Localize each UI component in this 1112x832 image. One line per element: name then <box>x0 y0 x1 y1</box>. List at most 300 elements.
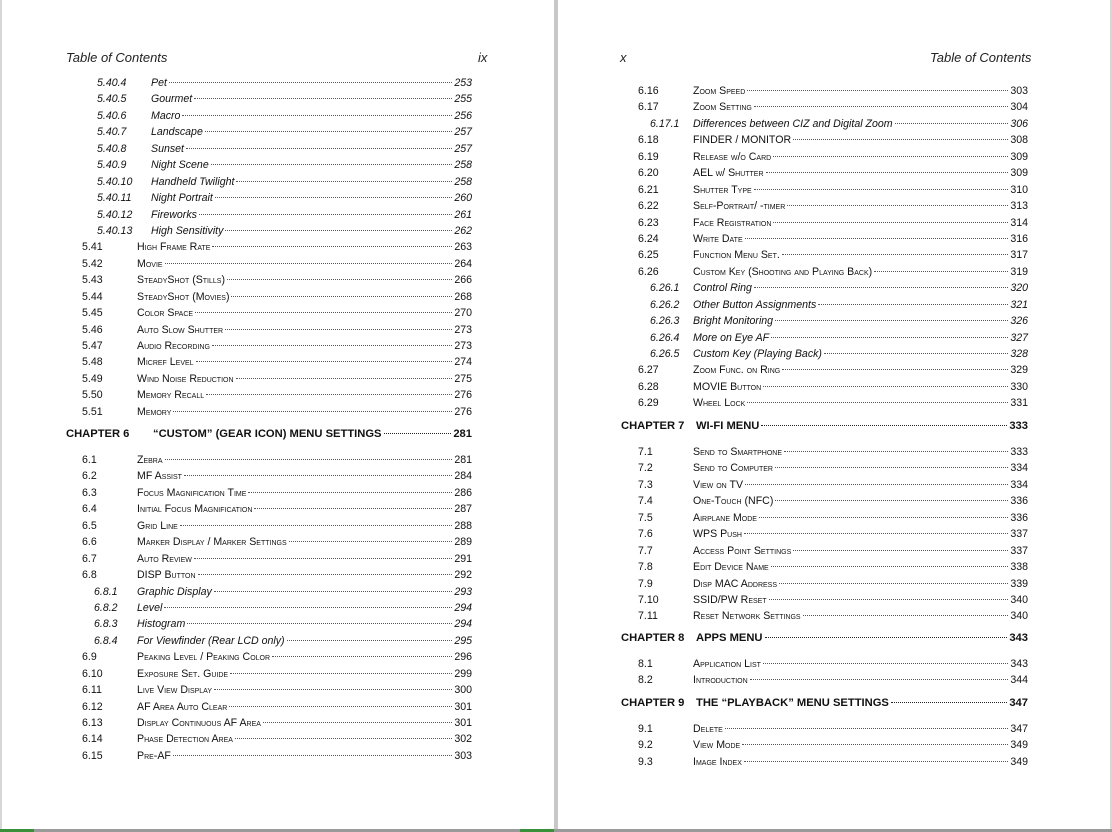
chapter-title: THE “PLAYBACK” MENU SETTINGS <box>696 697 889 709</box>
toc-entry[interactable] <box>638 346 1028 362</box>
toc-entry-number: 6.25 <box>638 249 659 262</box>
toc-entry[interactable] <box>82 223 472 239</box>
toc-entry-number: 6.28 <box>638 380 659 393</box>
toc-entry-title: SteadyShot (Movies) <box>137 290 230 303</box>
leader-dots <box>198 574 453 575</box>
toc-entry[interactable] <box>638 182 1028 198</box>
toc-entry[interactable] <box>638 510 1028 526</box>
toc-entry-page: 301 <box>454 700 472 713</box>
toc-entry-title: Zebra <box>137 454 163 466</box>
toc-entry-title: Color Space <box>137 307 194 320</box>
toc-entry[interactable] <box>638 672 1028 688</box>
toc-entry-title: Pet <box>151 77 167 89</box>
toc-entry[interactable] <box>638 215 1028 231</box>
leader-dots <box>891 702 1007 703</box>
toc-entry-number: 5.48 <box>82 356 103 369</box>
toc-entry-title: Zoom Func. on Ring <box>693 364 781 377</box>
toc-entry-title: High Frame Rate <box>137 241 211 254</box>
leader-dots <box>773 222 1008 223</box>
leader-dots <box>229 706 452 707</box>
toc-entry-number: 9.2 <box>638 739 653 752</box>
toc-entry[interactable] <box>82 649 472 665</box>
toc-entry-page: 306 <box>1010 117 1028 130</box>
chapter-page: 333 <box>1009 420 1028 432</box>
toc-entry-page: 273 <box>454 340 472 352</box>
toc-entry[interactable] <box>82 731 472 747</box>
toc-entry-page: 310 <box>1010 183 1028 196</box>
toc-entry[interactable] <box>82 124 472 140</box>
leader-dots <box>775 467 1008 468</box>
leader-dots <box>818 304 1008 305</box>
toc-entry-number: 5.51 <box>82 405 103 418</box>
toc-entry[interactable] <box>638 721 1028 737</box>
leader-dots <box>289 541 453 542</box>
toc-entry-title: Control Ring <box>693 282 752 295</box>
toc-entry-number: 6.23 <box>638 216 659 229</box>
toc-entry-title: Macro <box>151 109 181 122</box>
toc-entry[interactable] <box>638 543 1028 559</box>
toc-entry[interactable] <box>638 460 1028 476</box>
toc-entry-number: 6.24 <box>638 232 659 245</box>
toc-entry-page: 331 <box>1010 397 1028 410</box>
leader-dots <box>272 656 452 657</box>
chapter-8-heading[interactable] <box>621 632 1028 644</box>
toc-entry-title: Reset Network Settings <box>693 610 801 623</box>
toc-entry-title: Grid Line <box>137 519 178 532</box>
chapter-7-heading[interactable] <box>621 420 1028 432</box>
toc-entry-title: One-Touch (NFC) <box>693 495 774 508</box>
leader-dots <box>874 271 1008 272</box>
toc-entry-number: 5.40.10 <box>97 175 133 188</box>
toc-entry[interactable] <box>82 485 472 501</box>
toc-entry[interactable] <box>82 600 472 616</box>
toc-entry-page: 253 <box>454 77 472 89</box>
leader-dots <box>895 123 1009 124</box>
toc-entry-number: 6.17.1 <box>650 117 680 130</box>
toc-entry[interactable] <box>638 280 1028 296</box>
toc-entry[interactable] <box>82 91 472 107</box>
leader-dots <box>187 623 452 624</box>
leader-dots <box>227 279 452 280</box>
toc-entry-number: 6.26.3 <box>650 315 680 328</box>
toc-entry-title: Custom Key (Shooting and Playing Back) <box>693 265 873 278</box>
leader-dots <box>769 599 1009 600</box>
toc-entry-page: 294 <box>454 618 472 631</box>
leader-dots <box>215 197 452 198</box>
toc-entry-number: 6.14 <box>82 733 103 746</box>
toc-entry-number: 5.45 <box>82 307 103 320</box>
toc-entry-number: 5.40.4 <box>97 77 127 89</box>
toc-entry[interactable] <box>82 616 472 632</box>
toc-entry-title: Airplane Mode <box>693 511 757 524</box>
leader-dots <box>775 320 1008 321</box>
toc-entry-number: 6.20 <box>638 167 659 180</box>
toc-entry-number: 5.47 <box>82 340 103 352</box>
toc-entry-page: 319 <box>1010 265 1028 278</box>
toc-entry[interactable] <box>638 362 1028 378</box>
toc-entry-number: 6.5 <box>82 519 97 532</box>
toc-entry-number: 6.7 <box>82 552 97 565</box>
left-header-page-number: ix <box>478 50 488 65</box>
toc-entry-page: 281 <box>454 454 472 466</box>
toc-entry[interactable] <box>82 501 472 517</box>
toc-entry-title: Phase Detection Area <box>137 733 233 746</box>
toc-entry[interactable] <box>638 379 1028 395</box>
toc-entry[interactable] <box>638 493 1028 509</box>
toc-entry-title: Introduction <box>693 674 748 687</box>
chapter-title: “CUSTOM” (GEAR ICON) MENU SETTINGS <box>153 428 382 440</box>
leader-dots <box>205 131 452 132</box>
right-header-title: Table of Contents <box>930 50 1032 65</box>
leader-dots <box>263 722 452 723</box>
toc-entry-number: 5.46 <box>82 323 103 336</box>
toc-entry[interactable] <box>82 289 472 305</box>
toc-entry[interactable] <box>82 584 472 600</box>
toc-entry-number: 6.8.4 <box>94 634 118 647</box>
toc-entry-title: Fireworks <box>151 208 197 221</box>
toc-entry-page: 334 <box>1010 478 1028 491</box>
toc-entry[interactable] <box>82 534 472 550</box>
leader-dots <box>763 663 1008 664</box>
toc-entry-title: Auto Slow Shutter <box>137 323 224 336</box>
leader-dots <box>254 508 452 509</box>
toc-entry-title: Gourmet <box>151 93 193 106</box>
toc-entry[interactable] <box>82 272 472 288</box>
toc-entry-title: Histogram <box>137 618 186 631</box>
toc-entry[interactable] <box>638 116 1028 132</box>
toc-entry-page: 287 <box>454 503 472 516</box>
toc-entry-page: 320 <box>1010 282 1028 295</box>
toc-entry-page: 313 <box>1010 200 1028 213</box>
toc-entry-title: Differences between CIZ and Digital Zoom <box>693 117 893 130</box>
leader-dots <box>384 433 452 434</box>
toc-entry-page: 326 <box>1010 315 1028 328</box>
toc-entry[interactable] <box>82 338 472 354</box>
toc-list-chapter9 <box>638 721 1028 770</box>
toc-entry-page: 255 <box>454 93 472 106</box>
toc-entry-page: 303 <box>454 749 472 762</box>
toc-entry-number: 6.26.4 <box>650 331 680 344</box>
leader-dots <box>206 394 452 395</box>
toc-entry-title: More on Eye AF <box>693 331 770 344</box>
toc-entry[interactable] <box>82 157 472 173</box>
toc-list-chapter8 <box>638 656 1028 689</box>
toc-entry[interactable] <box>638 231 1028 247</box>
toc-entry-page: 300 <box>454 684 472 697</box>
toc-entry-page: 288 <box>454 519 472 532</box>
toc-entry[interactable] <box>638 559 1028 575</box>
toc-entry-title: Send to Smartphone <box>693 446 782 458</box>
toc-entry-title: Night Scene <box>151 159 209 172</box>
leader-dots <box>173 755 452 756</box>
toc-entry-title: Self-Portrait/ -timer <box>693 200 786 213</box>
toc-entry-title: View Mode <box>693 739 741 752</box>
toc-entry-number: 5.40.6 <box>97 109 127 122</box>
toc-entry-number: 5.42 <box>82 257 103 270</box>
toc-entry-page: 330 <box>1010 380 1028 393</box>
toc-entry-page: 268 <box>454 290 472 303</box>
toc-entry-page: 284 <box>454 470 472 483</box>
toc-entry[interactable] <box>82 715 472 731</box>
leader-dots <box>787 205 1008 206</box>
toc-entry[interactable] <box>638 264 1028 280</box>
leader-dots <box>214 689 452 690</box>
toc-entry-number: 6.11 <box>82 684 102 697</box>
chapter-6-heading[interactable] <box>66 428 472 440</box>
toc-entry[interactable] <box>82 452 472 468</box>
toc-entry[interactable] <box>82 354 472 370</box>
leader-dots <box>214 591 453 592</box>
leader-dots <box>165 459 453 460</box>
toc-entry-title: FINDER / MONITOR <box>693 134 792 147</box>
chapter-page: 347 <box>1009 697 1028 709</box>
toc-entry[interactable] <box>82 207 472 223</box>
toc-entry-title: For Viewfinder (Rear LCD only) <box>137 634 285 647</box>
toc-entry-number: 7.10 <box>638 593 659 606</box>
toc-entry-page: 262 <box>454 224 472 237</box>
toc-entry[interactable] <box>82 468 472 484</box>
toc-entry-number: 7.2 <box>638 462 653 475</box>
toc-entry-page: 340 <box>1010 610 1028 623</box>
toc-entry[interactable] <box>82 108 472 124</box>
leader-dots <box>784 451 1008 452</box>
leader-dots <box>793 550 1008 551</box>
toc-entry-page: 289 <box>454 536 472 549</box>
toc-entry[interactable] <box>638 608 1028 624</box>
toc-entry[interactable] <box>82 748 472 764</box>
toc-entry[interactable] <box>638 198 1028 214</box>
leader-dots <box>173 411 452 412</box>
toc-entry-title: Send to Computer <box>693 462 773 475</box>
leader-dots <box>803 615 1009 616</box>
leader-dots <box>195 312 452 313</box>
leader-dots <box>164 607 452 608</box>
toc-entry[interactable] <box>82 666 472 682</box>
leader-dots <box>779 583 1008 584</box>
toc-entry-title: Bright Monitoring <box>693 315 774 328</box>
toc-entry-number: 6.3 <box>82 486 97 499</box>
toc-entry[interactable] <box>82 699 472 715</box>
toc-entry[interactable] <box>82 190 472 206</box>
leader-dots <box>225 329 452 330</box>
leader-dots <box>744 761 1008 762</box>
toc-entry-page: 264 <box>454 257 472 270</box>
toc-entry-page: 274 <box>454 356 472 369</box>
toc-entry[interactable] <box>82 322 472 338</box>
toc-entry-page: 299 <box>454 667 472 680</box>
toc-entry-number: 6.10 <box>82 667 103 680</box>
toc-entry-page: 333 <box>1010 446 1028 458</box>
toc-entry-number: 5.40.7 <box>97 126 127 139</box>
toc-entry[interactable] <box>638 313 1028 329</box>
toc-entry-number: 6.9 <box>82 651 97 664</box>
toc-entry[interactable] <box>82 387 472 403</box>
toc-entry-page: 303 <box>1010 85 1028 97</box>
toc-entry[interactable] <box>82 256 472 272</box>
toc-entry-page: 275 <box>454 372 472 385</box>
toc-entry-page: 308 <box>1010 134 1028 147</box>
toc-entry-number: 7.5 <box>638 511 653 524</box>
toc-entry-title: Zoom Setting <box>693 101 752 114</box>
toc-entry[interactable] <box>638 737 1028 753</box>
toc-entry-number: 6.1 <box>82 454 97 466</box>
leader-dots <box>759 517 1008 518</box>
chapter-label: CHAPTER 6 <box>66 428 130 440</box>
toc-entry[interactable] <box>638 477 1028 493</box>
toc-entry-page: 314 <box>1010 216 1028 229</box>
toc-entry-title: Wheel Lock <box>693 397 746 410</box>
left-page <box>2 0 554 829</box>
toc-entry-page: 294 <box>454 601 472 614</box>
toc-entry-title: Edit Device Name <box>693 561 769 574</box>
toc-entry[interactable] <box>82 404 472 420</box>
toc-entry-page: 261 <box>454 208 472 221</box>
toc-entry[interactable] <box>82 371 472 387</box>
toc-entry-title: SSID/PW Reset <box>693 593 767 606</box>
toc-entry-page: 337 <box>1010 544 1028 557</box>
toc-entry[interactable] <box>638 149 1028 165</box>
toc-entry-title: Auto Review <box>137 552 192 565</box>
leader-dots <box>745 484 1008 485</box>
toc-entry-title: Landscape <box>151 126 203 139</box>
toc-entry[interactable] <box>82 75 472 91</box>
toc-entry-number: 5.43 <box>82 274 103 287</box>
toc-entry[interactable] <box>638 247 1028 263</box>
toc-entry[interactable] <box>638 330 1028 346</box>
toc-entry-number: 6.2 <box>82 470 97 483</box>
leader-dots <box>180 525 453 526</box>
toc-entry-number: 6.16 <box>638 85 659 97</box>
leader-dots <box>725 728 1008 729</box>
toc-entry[interactable] <box>82 518 472 534</box>
toc-entry-title: Peaking Level / Peaking Color <box>137 651 271 664</box>
toc-entry[interactable] <box>82 551 472 567</box>
toc-entry-number: 6.4 <box>82 503 97 516</box>
toc-entry-number: 5.40.9 <box>97 159 127 172</box>
leader-dots <box>196 361 453 362</box>
leader-dots <box>182 115 452 116</box>
toc-entry-number: 5.40.13 <box>97 224 133 237</box>
toc-entry-number: 6.18 <box>638 134 659 147</box>
leader-dots <box>824 353 1008 354</box>
chapter-9-heading[interactable] <box>621 697 1028 709</box>
toc-entry[interactable] <box>638 526 1028 542</box>
toc-entry[interactable] <box>638 132 1028 148</box>
toc-entry-title: Function Menu Set. <box>693 249 780 262</box>
leader-dots <box>771 337 1008 338</box>
toc-entry-number: 6.8.3 <box>94 618 118 631</box>
toc-entry[interactable] <box>638 754 1028 770</box>
leader-dots <box>248 492 452 493</box>
toc-entry-number: 6.12 <box>82 700 103 713</box>
toc-entry-page: 309 <box>1010 167 1028 180</box>
toc-entry-number: 8.2 <box>638 674 653 687</box>
leader-dots <box>750 679 1009 680</box>
toc-entry-number: 7.7 <box>638 544 653 557</box>
toc-entry[interactable] <box>638 83 1028 99</box>
toc-entry[interactable] <box>638 592 1028 608</box>
toc-entry-number: 5.40.8 <box>97 142 127 155</box>
toc-entry-title: Level <box>137 601 163 614</box>
toc-entry-title: Display Continuous AF Area <box>137 717 261 729</box>
toc-entry-title: Night Portrait <box>151 192 213 205</box>
toc-entry-number: 6.17 <box>638 101 659 114</box>
toc-entry-number: 6.26.1 <box>650 282 680 295</box>
toc-entry-number: 5.49 <box>82 372 103 385</box>
toc-entry-number: 6.8.1 <box>94 585 118 598</box>
toc-entry-number: 6.27 <box>638 364 659 377</box>
toc-entry-page: 317 <box>1010 249 1028 262</box>
toc-entry-number: 6.8 <box>82 569 97 582</box>
toc-entry-title: SteadyShot (Stills) <box>137 274 225 287</box>
toc-entry-title: Other Button Assignments <box>693 298 817 311</box>
toc-entry-number: 5.44 <box>82 290 103 303</box>
leader-dots <box>184 475 452 476</box>
toc-entry-title: Exposure Set. Guide <box>137 667 229 680</box>
toc-entry-page: 344 <box>1010 674 1028 687</box>
leader-dots <box>235 738 452 739</box>
toc-entry-page: 257 <box>454 126 472 139</box>
toc-entry-page: 296 <box>454 651 472 664</box>
toc-entry[interactable] <box>638 656 1028 672</box>
toc-entry-title: Movie <box>137 257 163 270</box>
leader-dots <box>747 90 1008 91</box>
toc-entry-page: 286 <box>454 486 472 499</box>
toc-entry[interactable] <box>82 682 472 698</box>
toc-entry[interactable] <box>638 99 1028 115</box>
toc-entry-page: 349 <box>1010 755 1028 768</box>
toc-entry-page: 316 <box>1010 232 1028 245</box>
toc-entry-title: Wind Noise Reduction <box>137 372 234 385</box>
toc-entry[interactable] <box>638 444 1028 460</box>
toc-entry-title: AF Area Auto Clear <box>137 700 228 713</box>
leader-dots <box>773 156 1008 157</box>
toc-entry[interactable] <box>82 239 472 255</box>
leader-dots <box>775 500 1008 501</box>
toc-entry[interactable] <box>638 395 1028 411</box>
toc-entry-title: Marker Display / Marker Settings <box>137 536 287 549</box>
leader-dots <box>165 263 453 264</box>
toc-entry-page: 295 <box>454 634 472 647</box>
toc-entry-page: 273 <box>454 323 472 336</box>
leader-dots <box>782 369 1008 370</box>
toc-entry-number: 6.19 <box>638 150 659 163</box>
toc-entry[interactable] <box>638 576 1028 592</box>
toc-entry-page: 270 <box>454 307 472 320</box>
toc-entry[interactable] <box>82 305 472 321</box>
leader-dots <box>186 148 452 149</box>
toc-entry-page: 321 <box>1010 298 1028 311</box>
toc-entry-page: 336 <box>1010 495 1028 508</box>
toc-entry-page: 293 <box>454 585 472 598</box>
toc-entry[interactable] <box>638 297 1028 313</box>
leader-dots <box>287 640 453 641</box>
toc-entry[interactable] <box>82 567 472 583</box>
toc-entry-page: 256 <box>454 109 472 122</box>
chapter-title: WI-FI MENU <box>696 420 760 432</box>
chapter-page: 343 <box>1009 632 1028 644</box>
right-page <box>558 0 1110 829</box>
toc-entry[interactable] <box>638 165 1028 181</box>
toc-entry-number: 7.8 <box>638 561 653 574</box>
toc-entry-title: Live View Display <box>137 684 212 697</box>
toc-entry[interactable] <box>82 141 472 157</box>
toc-entry-page: 302 <box>454 733 472 746</box>
toc-entry-number: 7.9 <box>638 577 653 590</box>
toc-entry[interactable] <box>82 174 472 190</box>
toc-entry[interactable] <box>82 633 472 649</box>
right-header-page-number: x <box>620 50 627 65</box>
